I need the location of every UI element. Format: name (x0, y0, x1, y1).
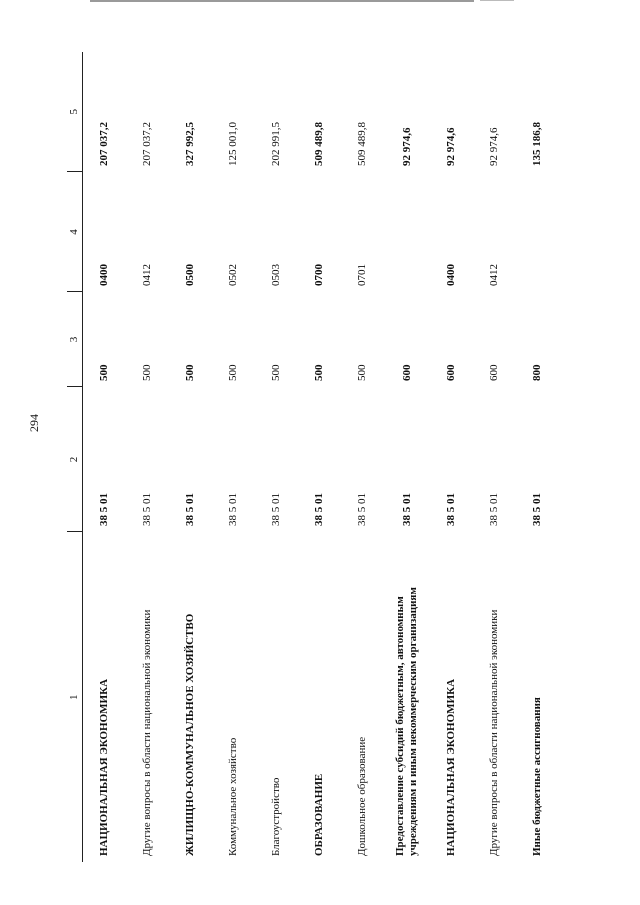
row-name-cell: ОБРАЗОВАНИЕ (313, 773, 325, 856)
row-name-cell: ЖИЛИЩНО-КОММУНАЛЬНОЕ ХОЗЯЙСТВО (184, 613, 196, 856)
amount-cell: 125 001,0 (227, 122, 239, 166)
program-code-cell: 38 5 01 (445, 493, 457, 526)
row-name-cell: Предоставление субсидий бюджетным, автономным учреждениям и иным некоммерческим организациям (394, 587, 419, 856)
row-name-cell: НАЦИОНАЛЬНАЯ ЭКОНОМИКА (98, 678, 110, 856)
table-row (83, 52, 127, 862)
section-code-cell (384, 172, 430, 292)
table-header-row (67, 52, 83, 862)
expense-type-cell: 800 (531, 364, 543, 381)
table-row (169, 52, 212, 862)
amount-cell: 509 489,8 (356, 122, 368, 166)
row-name-cell: НАЦИОНАЛЬНАЯ ЭКОНОМИКА (445, 678, 457, 856)
program-code-cell: 38 5 01 (313, 493, 325, 526)
scan-edge-line (480, 0, 514, 1)
row-name-cell: Дошкольное образование (356, 736, 368, 856)
section-code-cell: 0500 (184, 264, 196, 286)
program-code-cell: 38 5 01 (356, 493, 368, 526)
amount-cell: 202 991,5 (270, 122, 282, 166)
expense-type-cell: 500 (356, 364, 368, 381)
scan-edge-line (90, 0, 474, 2)
table-row (126, 52, 169, 862)
amount-cell: 92 974,6 (445, 127, 457, 166)
expense-type-cell: 600 (400, 364, 413, 381)
program-code-cell: 38 5 01 (270, 493, 282, 526)
amount-cell: 207 037,2 (141, 122, 153, 166)
expense-type-cell: 600 (488, 364, 500, 381)
amount-cell: 92 974,6 (400, 127, 413, 166)
table-row (212, 52, 255, 862)
amount-cell: 207 037,2 (98, 122, 110, 166)
row-name-cell: Иные бюджетные ассигнования (531, 697, 543, 856)
section-code-cell: 0400 (98, 264, 110, 286)
row-name-cell: Другие вопросы в области национальной экономики (488, 609, 500, 856)
section-code-cell: 0502 (227, 264, 239, 286)
column-header: 1 (67, 532, 83, 862)
program-code-cell: 38 5 01 (531, 493, 543, 526)
column-header: 2 (67, 387, 83, 532)
expense-type-cell: 500 (141, 364, 153, 381)
section-code-cell: 0701 (356, 264, 368, 286)
program-code-cell: 38 5 01 (227, 493, 239, 526)
expense-type-cell: 500 (227, 364, 239, 381)
table-row (298, 52, 341, 862)
expense-type-cell: 600 (445, 364, 457, 381)
section-code-cell: 0700 (313, 264, 325, 286)
amount-cell: 509 489,8 (313, 122, 325, 166)
program-code-cell: 38 5 01 (488, 493, 500, 526)
section-code-cell: 0503 (270, 264, 282, 286)
row-name-cell: Другие вопросы в области национальной экономики (141, 609, 153, 856)
budget-table (67, 52, 559, 862)
amount-cell: 135 186,8 (531, 122, 543, 166)
amount-cell: 92 974,6 (488, 127, 500, 166)
program-code-cell: 38 5 01 (141, 493, 153, 526)
table-row (516, 52, 559, 862)
table-row (473, 52, 516, 862)
page-number: 294 (27, 414, 41, 432)
expense-type-cell: 500 (184, 364, 196, 381)
row-name-cell: Благоустройство (270, 777, 282, 856)
table-row (255, 52, 298, 862)
rotated-table-wrapper (67, 52, 577, 862)
column-header: 5 (67, 52, 83, 172)
program-code-cell: 38 5 01 (400, 493, 413, 526)
section-code-cell: 0400 (445, 264, 457, 286)
row-name-cell: Коммунальное хозяйство (227, 737, 239, 856)
table-row (384, 52, 430, 862)
section-code-cell: 0412 (141, 264, 153, 286)
column-header: 3 (67, 292, 83, 387)
amount-cell: 327 992,5 (184, 122, 196, 166)
expense-type-cell: 500 (313, 364, 325, 381)
program-code-cell: 38 5 01 (98, 493, 110, 526)
column-header: 4 (67, 172, 83, 292)
section-code-cell (516, 172, 559, 292)
table-row (430, 52, 473, 862)
table-row (341, 52, 384, 862)
expense-type-cell: 500 (98, 364, 110, 381)
program-code-cell: 38 5 01 (184, 493, 196, 526)
expense-type-cell: 500 (270, 364, 282, 381)
section-code-cell: 0412 (488, 264, 500, 286)
